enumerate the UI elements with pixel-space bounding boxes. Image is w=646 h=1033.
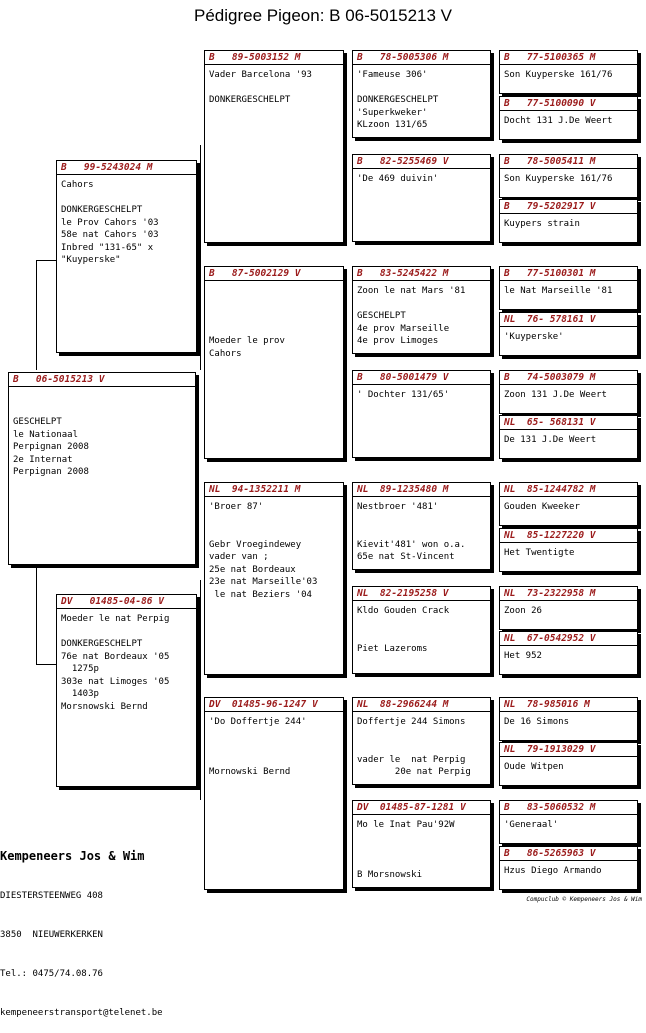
pigeon-info-line: 4e prov Limoges bbox=[357, 336, 439, 346]
pigeon-info-line: KLzoon 131/65 bbox=[357, 120, 428, 130]
pigeon-info-line: 'Broer 87' bbox=[209, 502, 264, 512]
pigeon-great-grandparent bbox=[352, 154, 491, 242]
pigeon-info-line bbox=[205, 514, 343, 527]
ring-number: NL 73-2322958 M bbox=[500, 587, 637, 601]
pigeon-info-line bbox=[353, 630, 490, 643]
pigeon-great-grandparent bbox=[352, 370, 491, 458]
pigeon-info-line: Nestbroer '481' bbox=[357, 502, 439, 512]
pigeon-info-line bbox=[353, 514, 490, 527]
pigeon-info-line: ' Dochter 131/65' bbox=[357, 390, 450, 400]
connector bbox=[36, 564, 37, 664]
pigeon-info-line: Hzus Diego Armando bbox=[504, 866, 602, 876]
pigeon-great-grandparent bbox=[352, 266, 491, 354]
ring-number: B 74-5003079 M bbox=[500, 371, 637, 385]
pigeon-info-line: Moeder le nat Perpig bbox=[61, 614, 170, 624]
pigeon-info-line bbox=[353, 857, 490, 870]
pigeon-info-line: Het 952 bbox=[504, 651, 542, 661]
pigeon-info-line: Cahors bbox=[209, 348, 242, 359]
ring-number: B 79-5202917 V bbox=[500, 200, 637, 214]
pigeon-info-line: 65e nat St-Vincent bbox=[357, 552, 455, 562]
ring-number: B 87-5002129 V bbox=[205, 267, 343, 281]
pigeon-dam bbox=[56, 594, 197, 787]
pigeon-info-line: 'Fameuse 306' bbox=[357, 70, 428, 80]
pigeon-info-line bbox=[205, 323, 343, 336]
pigeon-gg-grandparent bbox=[499, 96, 638, 140]
pigeon-info-line: vader van ; bbox=[209, 552, 269, 562]
ring-number: B 83-5245422 M bbox=[353, 267, 490, 281]
pigeon-info-line: Kldo Gouden Crack bbox=[357, 606, 450, 616]
pigeon-info-line: 1275p bbox=[61, 664, 99, 674]
pigeon-info-line: 'Do Doffertje 244' bbox=[209, 717, 307, 727]
ring-number: B 77-5100090 V bbox=[500, 97, 637, 111]
ring-number: NL 78-985016 M bbox=[500, 698, 637, 712]
ring-number: B 86-5265963 V bbox=[500, 847, 637, 861]
ring-number: NL 94-1352211 M bbox=[205, 483, 343, 497]
pigeon-info-line: 303e nat Limoges '05 bbox=[61, 676, 170, 687]
pigeon-info-line: 2e Internat bbox=[13, 454, 73, 465]
pigeon-info-line: 23e nat Marseille'03 bbox=[209, 577, 318, 587]
pigeon-info-line: Het Twentigte bbox=[504, 548, 575, 558]
pigeon-gg-grandparent bbox=[499, 482, 638, 526]
pigeon-info-line: Kuypers strain bbox=[504, 219, 580, 229]
pigeon-info-line: Gouden Kweeker bbox=[504, 502, 580, 512]
breeder-info bbox=[0, 822, 163, 1033]
pigeon-info-line: Zoon le nat Mars '81 bbox=[357, 286, 466, 296]
breeder-name: Kempeneers Jos & Wim bbox=[0, 849, 145, 863]
pigeon-grandsire-sire bbox=[204, 50, 344, 243]
ring-number: NL 89-1235480 M bbox=[353, 483, 490, 497]
connector bbox=[346, 305, 347, 410]
pigeon-grandsire-dam bbox=[204, 482, 344, 675]
pigeon-info-line: Oude Witpen bbox=[504, 762, 564, 772]
breeder-city: 3850 NIEUWERKERKEN bbox=[0, 930, 103, 940]
pigeon-subject bbox=[8, 372, 196, 565]
pigeon-gg-grandparent bbox=[499, 370, 638, 414]
ring-number: NL 85-1244782 M bbox=[500, 483, 637, 497]
pigeon-great-grandparent bbox=[352, 482, 491, 570]
pigeon-info-line: Mornowski Bernd bbox=[209, 767, 291, 777]
pigeon-granddam-sire bbox=[204, 266, 344, 459]
ring-number: B 78-5005411 M bbox=[500, 155, 637, 169]
pigeon-info-line: GESCHELPT bbox=[357, 311, 406, 321]
pigeon-gg-grandparent bbox=[499, 846, 638, 890]
pigeon-info-line bbox=[353, 832, 490, 845]
pigeon-info-line bbox=[205, 82, 343, 95]
pigeon-info-line: le Nat Marseille '81 bbox=[504, 286, 613, 296]
pigeon-gg-grandparent bbox=[499, 528, 638, 572]
pigeon-info-line: DONKERGESCHELPT bbox=[357, 95, 439, 105]
pigeon-gg-grandparent bbox=[499, 415, 638, 459]
ring-number: B 77-5100365 M bbox=[500, 51, 637, 65]
ring-number: NL 82-2195258 V bbox=[353, 587, 490, 601]
ring-number: B 82-5255469 V bbox=[353, 155, 490, 169]
pigeon-info-line: le nat Beziers '04 bbox=[209, 589, 312, 600]
pigeon-info-line: DONKERGESCHELPT bbox=[61, 205, 143, 215]
ring-number: B 83-5060532 M bbox=[500, 801, 637, 815]
pigeon-gg-grandparent bbox=[499, 312, 638, 356]
pigeon-info-line bbox=[353, 618, 490, 631]
pigeon-info-line bbox=[57, 192, 196, 205]
breeder-email: kempeneerstransport@telenet.be bbox=[0, 1008, 163, 1018]
pigeon-sire bbox=[56, 160, 197, 353]
pigeon-info-line: vader le nat Perpig bbox=[357, 754, 466, 765]
connector bbox=[346, 735, 347, 840]
pigeon-great-grandparent bbox=[352, 697, 491, 785]
ring-number: B 89-5003152 M bbox=[205, 51, 343, 65]
pigeon-info-line: Gebr Vroegindewey bbox=[209, 539, 302, 550]
pigeon-gg-grandparent bbox=[499, 266, 638, 310]
pigeon-great-grandparent bbox=[352, 586, 491, 674]
pigeon-info-line: Perpignan 2008 bbox=[13, 467, 89, 477]
pigeon-info-line bbox=[205, 741, 343, 754]
pigeon-info-line: Cahors bbox=[61, 180, 94, 190]
pigeon-info-line: 76e nat Bordeaux '05 bbox=[61, 651, 170, 662]
pigeon-info-line: "Kuyperske" bbox=[61, 255, 121, 265]
ring-number: DV 01485-87-1281 V bbox=[353, 801, 490, 815]
pigeon-info-line: Perpignan 2008 bbox=[13, 442, 89, 452]
connector bbox=[346, 520, 347, 625]
ring-number: NL 79-1913029 V bbox=[500, 743, 637, 757]
ring-number: NL 76- 578161 V bbox=[500, 313, 637, 327]
pigeon-info-line: 'Superkweker' bbox=[357, 107, 428, 118]
pigeon-granddam-dam bbox=[204, 697, 344, 890]
pigeon-gg-grandparent bbox=[499, 697, 638, 741]
ring-number: B 77-5100301 M bbox=[500, 267, 637, 281]
pigeon-info-line: DONKERGESCHELPT bbox=[61, 639, 143, 649]
pigeon-great-grandparent bbox=[352, 50, 491, 138]
pigeon-info-line: 4e prov Marseille bbox=[357, 323, 450, 334]
pigeon-gg-grandparent bbox=[499, 199, 638, 243]
pigeon-info-line: Docht 131 J.De Weert bbox=[504, 116, 613, 126]
pigeon-info-line: Inbred "131-65" x bbox=[61, 242, 154, 253]
pigeon-info-line bbox=[205, 310, 343, 323]
pigeon-info-line: 'De 469 duivin' bbox=[357, 174, 439, 184]
pigeon-info-line: Kievit'481' won o.a. bbox=[357, 539, 466, 550]
pigeon-info-line: 'Generaal' bbox=[504, 820, 559, 830]
pigeon-info-line: 'Kuyperske' bbox=[504, 332, 564, 342]
pigeon-info-line: Piet Lazeroms bbox=[357, 643, 428, 654]
pigeon-info-line: Zoon 131 J.De Weert bbox=[504, 390, 607, 400]
pigeon-info-line bbox=[353, 526, 490, 539]
pigeon-info-line: Mo le Inat Pau'92W bbox=[357, 820, 455, 830]
pigeon-info-line bbox=[205, 754, 343, 767]
connector bbox=[36, 260, 37, 370]
pigeon-gg-grandparent bbox=[499, 800, 638, 844]
pigeon-info-line bbox=[205, 285, 343, 298]
ring-number: B 80-5001479 V bbox=[353, 371, 490, 385]
footer-credit: Compuclub © Kempeneers Jos & Wim bbox=[526, 896, 642, 903]
ring-number: B 06-5015213 V bbox=[9, 373, 195, 387]
pigeon-info-line bbox=[353, 729, 490, 742]
pigeon-info-line: DONKERGESCHELPT bbox=[209, 95, 291, 105]
connector bbox=[200, 580, 201, 800]
pigeon-info-line bbox=[9, 391, 195, 404]
ring-number: NL 65- 568131 V bbox=[500, 416, 637, 430]
pigeon-info-line: 20e nat Perpig bbox=[357, 767, 471, 777]
pigeon-info-line bbox=[205, 729, 343, 742]
pigeon-info-line bbox=[353, 741, 490, 754]
connector bbox=[36, 664, 56, 665]
pigeon-info-line: Zoon 26 bbox=[504, 606, 542, 616]
pigeon-info-line: Vader Barcelona '93 bbox=[209, 70, 312, 80]
pigeon-info-line: B Morsnowski bbox=[357, 870, 423, 880]
ring-number: NL 67-0542952 V bbox=[500, 632, 637, 646]
pigeon-info-line: GESCHELPT bbox=[13, 417, 62, 427]
pigeon-info-line bbox=[205, 298, 343, 311]
pigeon-info-line: Morsnowski Bernd bbox=[61, 701, 148, 712]
pigeon-info-line: 58e nat Cahors '03 bbox=[61, 230, 159, 240]
pigeon-info-line bbox=[353, 82, 490, 95]
pigeon-info-line bbox=[353, 298, 490, 311]
pigeon-gg-grandparent bbox=[499, 50, 638, 94]
breeder-address: DIESTERSTEENWEG 408 bbox=[0, 891, 103, 901]
ring-number: DV 01485-04-86 V bbox=[57, 595, 196, 609]
pigeon-info-line: Son Kuyperske 161/76 bbox=[504, 70, 613, 80]
pigeon-info-line bbox=[9, 404, 195, 417]
ring-number: NL 85-1227220 V bbox=[500, 529, 637, 543]
pigeon-info-line bbox=[57, 626, 196, 639]
pigeon-gg-grandparent bbox=[499, 742, 638, 786]
ring-number: NL 88-2966244 M bbox=[353, 698, 490, 712]
connector bbox=[36, 260, 56, 261]
pigeon-info-line: 25e nat Bordeaux bbox=[209, 564, 296, 575]
pigeon-gg-grandparent bbox=[499, 586, 638, 630]
pigeon-info-line: 1403p bbox=[61, 689, 99, 699]
pigeon-info-line: Doffertje 244 Simons bbox=[357, 717, 466, 727]
connector bbox=[200, 145, 201, 370]
page-title: Pédigree Pigeon: B 06-5015213 V bbox=[193, 6, 453, 25]
pigeon-info-line bbox=[353, 844, 490, 857]
pigeon-info-line: Moeder le prov bbox=[209, 336, 285, 346]
pigeon-gg-grandparent bbox=[499, 154, 638, 198]
pigeon-gg-grandparent bbox=[499, 631, 638, 675]
ring-number: DV 01485-96-1247 V bbox=[205, 698, 343, 712]
pigeon-info-line: le Prov Cahors '03 bbox=[61, 217, 159, 228]
pigeon-info-line bbox=[205, 526, 343, 539]
breeder-phone: Tel.: 0475/74.08.76 bbox=[0, 969, 103, 979]
pigeon-info-line: Son Kuyperske 161/76 bbox=[504, 174, 613, 184]
pigeon-info-line: De 131 J.De Weert bbox=[504, 435, 597, 445]
connector bbox=[346, 95, 347, 200]
ring-number: B 99-5243024 M bbox=[57, 161, 196, 175]
pigeon-info-line: De 16 Simons bbox=[504, 717, 570, 727]
pigeon-info-line: le Nationaal bbox=[13, 429, 79, 440]
ring-number: B 78-5005306 M bbox=[353, 51, 490, 65]
pigeon-great-grandparent bbox=[352, 800, 491, 888]
